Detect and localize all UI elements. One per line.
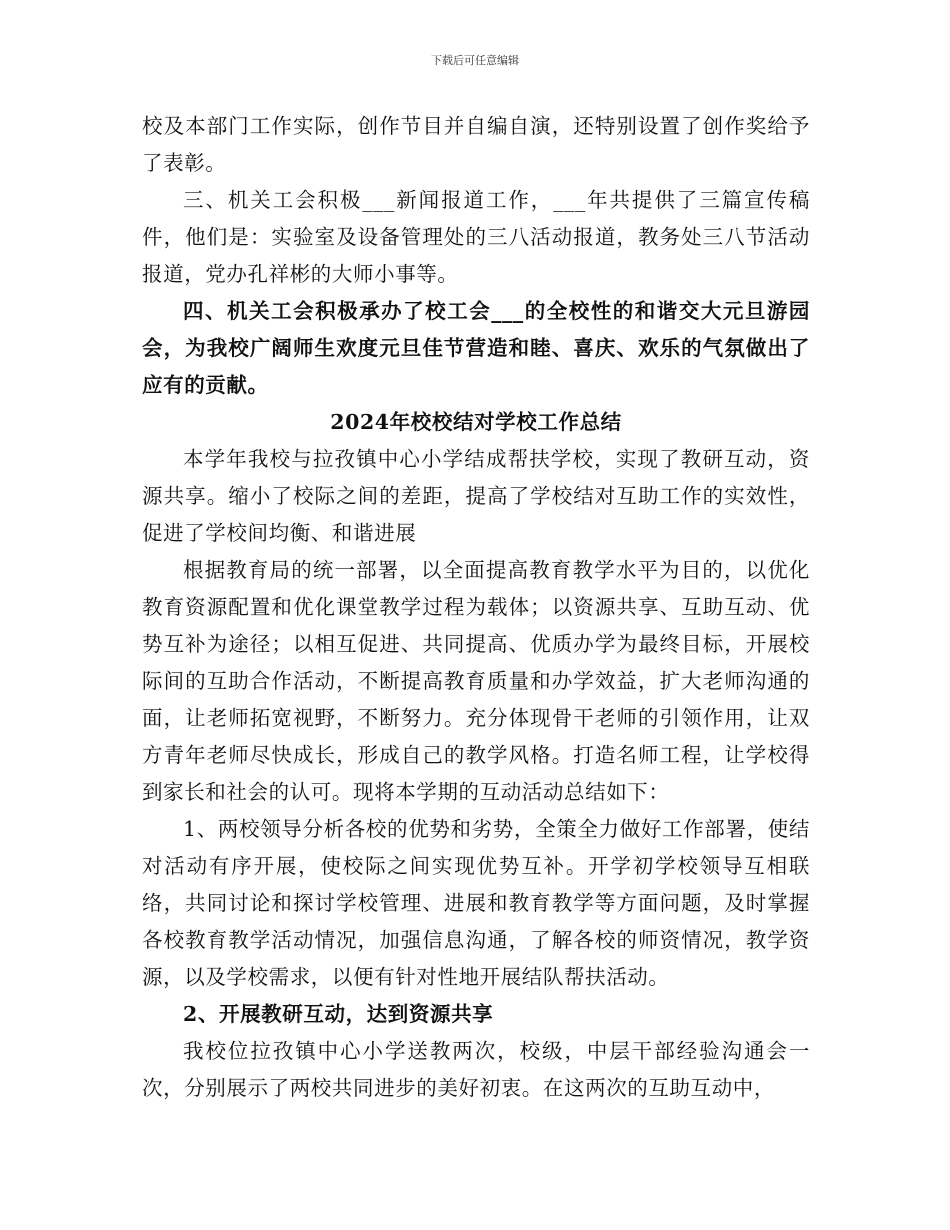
- paragraph-point-two-heading: 2、开展教研互动，达到资源共享: [183, 1002, 494, 1026]
- paragraph-point-one: 1、两校领导分析各校的优势和劣势，全策全力做好工作部署，使结对活动有序开展，使校际之间实现优势互补。开学初学校领导互相联络，共同讨论和探讨学校管理、进展和教育教学等方面问题，及时掌握各校教育教学活动情况，加强信息沟通，了解各校的师资情况，教学资源，以及学校需求，以便有针对性地开展结队帮扶活动。: [142, 817, 810, 989]
- paragraph-point-two-body: 我校位拉孜镇中心小学送教两次，校级，中层干部经验沟通会一次，分别展示了两校共同进步的美好初衷。在这两次的互助互动中，: [142, 1039, 810, 1100]
- paragraph-item-three: 三、机关工会积极___新闻报道工作，___年共提供了三篇宣传稿件，他们是：实验室及设备管理处的三八活动报道，教务处三八节活动报道，党办孔祥彬的大师小事等。: [142, 188, 810, 286]
- paragraph-intro: 本学年我校与拉孜镇中心小学结成帮扶学校，实现了教研互动，资源共享。缩小了校际之间的差距，提高了学校结对互助工作的实效性，促进了学校间均衡、和谐进展: [142, 447, 810, 545]
- paragraph-item-four: 四、机关工会积极承办了校工会___的全校性的和谐交大元旦游园会，为我校广阔师生欢度元旦佳节营造和睦、喜庆、欢乐的气氛做出了应有的贡献。: [142, 299, 810, 397]
- paragraph-deployment: 根据教育局的统一部署，以全面提高教育教学水平为目的，以优化教育资源配置和优化课堂教学过程为载体；以资源共享、互助互动、优势互补为途径；以相互促进、共同提高、优质办学为最终目标，开展校际间的互助合作活动，不断提高教育质量和办学效益，扩大老师沟通的面，让老师拓宽视野，不断努力。充分体现骨干老师的引领作用，让双方青年老师尽快成长，形成自己的教学风格。打造名师工程，让学校得到家长和社会的认可。现将本学期的互动活动总结如下：: [142, 558, 810, 804]
- page-header: 下载后可任意编辑: [431, 54, 519, 67]
- section-title: 2024年校校结对学校工作总结: [330, 410, 622, 434]
- paragraph-continuation: 校及本部门工作实际，创作节目并自编自演，还特别设置了创作奖给予了表彰。: [142, 114, 810, 175]
- document-body: [142, 108, 810, 1107]
